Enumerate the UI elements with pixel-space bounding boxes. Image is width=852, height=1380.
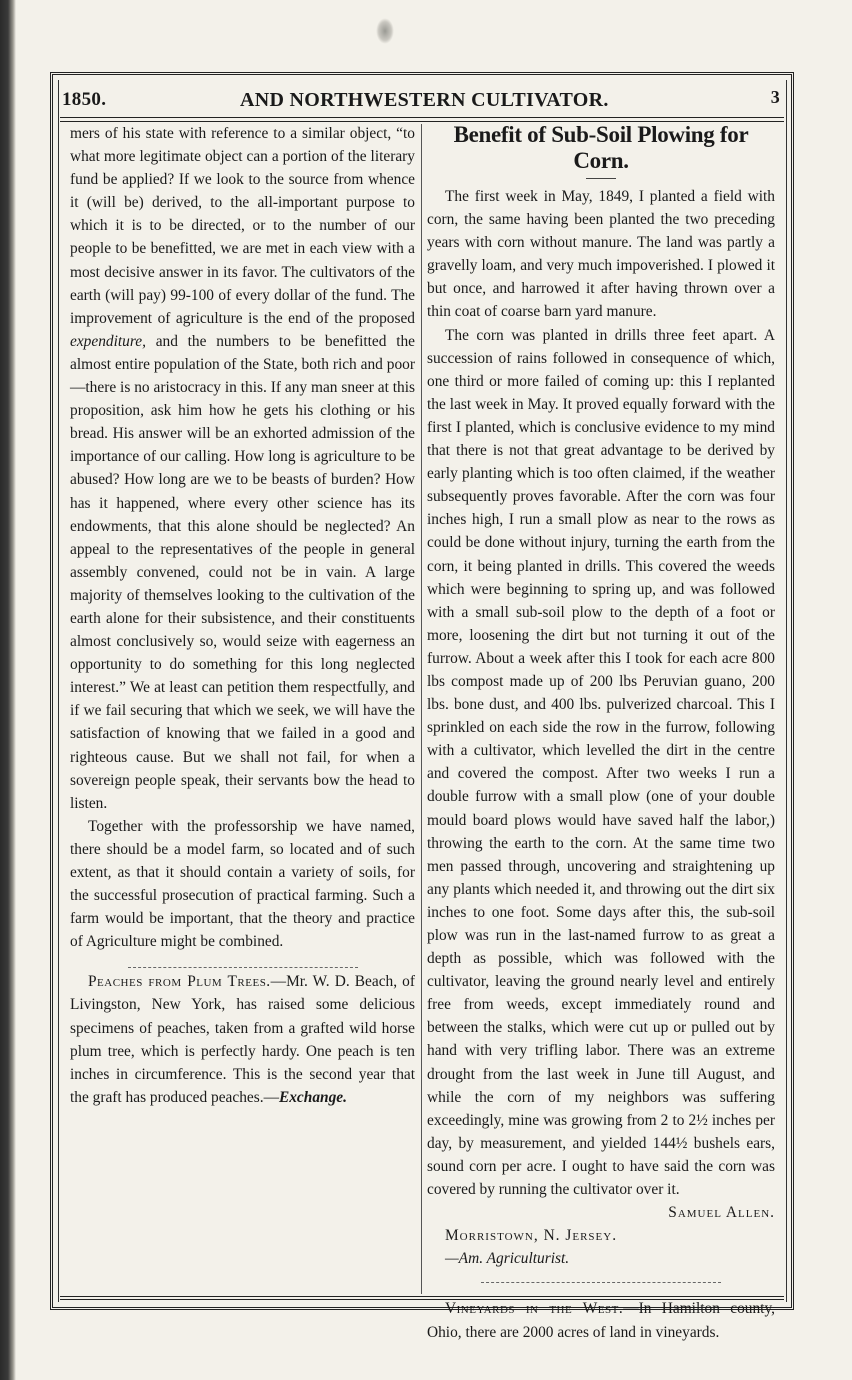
author-place: Morristown, N. Jersey. xyxy=(445,1227,618,1245)
author-signature: Samuel Allen. xyxy=(668,1204,775,1222)
section-separator-right xyxy=(481,1282,721,1283)
running-header xyxy=(60,84,784,114)
right-paragraph-1: The first week in May, 1849, I planted a field with corn, the same having been planted the two preceding years with corn without manure. The land was partly a gravelly loam, and very much impoverished. I plowed it but once, and harrowed it after having thrown over a thin coat of coarse barn yard manure. xyxy=(427,188,775,321)
left-paragraph-1 xyxy=(70,122,415,815)
right-column xyxy=(427,122,775,1344)
peaches-source: Exchange. xyxy=(278,1088,347,1106)
section-separator xyxy=(128,959,358,968)
column-divider xyxy=(421,124,422,1294)
vineyards-item xyxy=(427,1297,775,1343)
vineyards-body: —In Hamilton county, Ohio, there are 2000 acres of land in vineyards. xyxy=(427,1300,775,1341)
left-paragraph-1-text: mers of his state with reference to a similar object, “to what more legitimate object can a portion of the literary fund be applied? If we look to the source from whence it (will be) derived, to the all-important purpose to which it is to be directed, or to the number of our people to be benefitted, we are met in each view with a most decisive answer in its favor. The cultivators of the earth (will pay) 99-100 of every dollar of the fund. The improvement of agriculture is the end of the proposed xyxy=(70,125,415,327)
frame-inner-rule-left xyxy=(58,80,59,1302)
article-heading: Benefit of Sub-Soil Plowing for Corn. xyxy=(427,122,775,179)
frame-inner-rule-right xyxy=(786,80,787,1302)
header-year: 1850. xyxy=(62,89,107,110)
ink-smudge xyxy=(376,18,394,44)
vineyards-title: Vineyards in the West. xyxy=(445,1300,624,1318)
peaches-item xyxy=(70,970,415,1109)
left-column xyxy=(70,122,415,1109)
peaches-body: —Mr. W. D. Beach, of Livingston, New York, has raised some delicious specimens of peaches, taken from a grafted wild horse plum tree, which is perfectly hardy. One peach is ten inches in circumference. This is the second year that the graft has produced peaches.— xyxy=(70,973,416,1106)
left-paragraph-2: Together with the professorship we have named, there should be a model farm, so located and of such extent, as that it should contain a variety of soils, for the successful prosecution of practical farming. Such a farm would be important, that the theory and practice of Agriculture might be combined. xyxy=(70,817,415,951)
header-title: AND NORTHWESTERN CULTIVATOR. xyxy=(240,89,609,111)
left-paragraph-1-italic: expenditure, xyxy=(70,332,146,350)
right-paragraph-2: The corn was planted in drills three feet apart. A succession of rains followed in consequence of which, one third or more failed of coming up: this I replanted the last week in May. It proved equally forward with the first I planted, which is conclusive evidence to my mind that there is not that great advantage to be derived by early planting which is too often claimed, if the weather subsequently proves favorable. After the corn was four inches high, I run a small plow as near to the rows as could be done without injury, turning the earth from the corn, it being planted in drills. This covered the weeds which were beginning to spring up, and was followed with a small sub-soil plow to the depth of a foot or more, loosening the dirt but not turning it out of the furrow. About a week after this I took for each acre 800 lbs compost made up of 200 lbs Peruvian guano, 200 lbs. bone dust, and 400 lbs. pulverized charcoal. This I sprinkled on each side the row in the furrow, following with a cultivator, which levelled the dirt in the centre and covered the compost. After two weeks I run a double furrow with a small plow (one of your double mould board plows would have saved half the labor,) throwing the earth to the corn. At the same time two men passed through, uncovering and straightening up any plants which needed it, and throwing out the dirt six inches to one foot. Some days after this, the sub-soil plow was run in the last-named furrow to as great a depth as possible, which was followed with the cultivator, leaving the ground nearly level and entirely free from weeds, except immediately round and between the stalks, which were cut up or pulled out by hand with very trifling labor. There was an extreme drought from the last week in June till August, and while the corn of my neighbors was suffering exceedingly, mine was growing from 2 to 2½ inches per day, by measurement, and yielded 144½ bushels ears, sound corn per acre. I ought to have said the corn was covered by running the cultivator over it. xyxy=(427,326,775,1199)
article-source: —Am. Agriculturist. xyxy=(445,1250,570,1268)
book-spine xyxy=(0,0,16,1380)
peaches-title: Peaches from Plum Trees. xyxy=(88,973,271,991)
page-number: 3 xyxy=(770,87,780,107)
bottom-rule xyxy=(60,1296,784,1300)
left-paragraph-1-rest: and the numbers to be benefitted the almost entire population of the State, both rich and poor—there is no aristocracy in this. If any man sneer at this proposition, ask him how he gets his clothing or his bread. His answer will be an exhorted admission of the importance of our calling. How long is agriculture to be abused? How long are we to be beasts of burden? How has it happened, where every other science has its endowments, that this alone should be neglected? An appeal to the representatives of the people in general assembly convened, could not be in vain. A large majority of themselves looking to the cultivation of the earth alone for their subsistence, and their constituents almost conclusively so, would seize with eagerness an opportunity to do something for this long neglected interest.” We at least can petition them respectfully, and if we fail securing that which we seek, we will have the satisfaction of knowing that we failed in a good and righteous cause. But we shall not fail, for when a sovereign people speak, their servants bow the head to listen. xyxy=(70,332,415,812)
